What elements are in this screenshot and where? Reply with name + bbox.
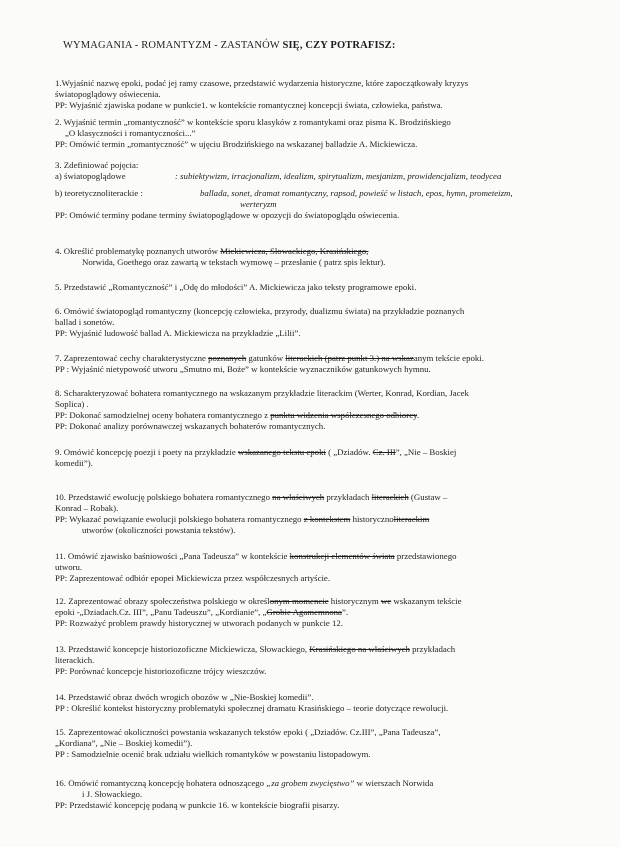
item-text: ballad i sonetów. [55, 316, 115, 327]
item-text-part: historycznym [328, 596, 381, 606]
item-text-part: PP: Wykazać powiązanie ewolucji polskiego bohatera romantycznego [55, 513, 304, 524]
item-text: 2. Wyjaśnić termin „romantyczność” w kontekście sporu klasyków z romantykami oraz pisma K. Brodzińskiego [55, 117, 451, 127]
requirement-3 [55, 160, 575, 221]
requirement-14 [55, 692, 575, 714]
item-text-part: 7. Zaprezentować cechy charakterystyczne [55, 353, 209, 363]
definition-row-b [55, 188, 575, 199]
item-text-part: w wierszach Norwida [354, 778, 434, 788]
item-text: światopoglądowy oświecenia. [55, 88, 161, 99]
requirement-10 [55, 492, 575, 536]
item-text [55, 596, 575, 607]
item-text [55, 644, 575, 655]
document-title [63, 40, 395, 51]
item-text: literackich. [55, 654, 95, 665]
item-text-part: historyczno [350, 513, 394, 524]
item-text-part: 13. Przedstawić koncepcje historiozoficzne Mickiewicza, Słowackiego, [55, 644, 310, 654]
requirement-4 [55, 246, 575, 268]
requirement-16 [55, 778, 575, 811]
item-pp: utworów (okoliczności powstania tekstów). [82, 524, 236, 535]
definition-values-cont: werteryzm [240, 198, 277, 209]
requirement-5 [55, 282, 575, 293]
requirement-1 [55, 78, 575, 111]
item-text: komedii”). [55, 457, 93, 468]
item-pp: PP : Określić kontekst historyczny problematyki społecznej dramatu Krasińskiego – teorie dotyczące rewolucji. [55, 702, 449, 713]
definition-values: : subiektywizm, irracjonalizm, idealizm, spirytualizm, mesjanizm, prowidencjalizm, teodycea [175, 170, 502, 181]
strikethrough-text: literackich [371, 492, 409, 502]
item-text [55, 607, 575, 618]
strikethrough-text: na właściwych [272, 492, 325, 502]
item-text-part: ”, „Nie – Boskiej [395, 447, 457, 457]
item-pp [55, 410, 575, 421]
item-text-part: przykładach [324, 492, 372, 502]
item-text-part: epoki -„Dziadach.Cz. III”, „Panu Tadeuszu”, „Kordianie”, „ [55, 606, 267, 617]
strikethrough-text: literackim [393, 513, 430, 524]
item-text-part: wskazanym tekście [391, 596, 462, 606]
strikethrough-text: Mickiewicza, Słowackiego, Krasińskiego, [220, 246, 369, 256]
strikethrough-text: we [380, 596, 392, 606]
item-text [55, 551, 575, 562]
item-text-part: . [416, 409, 420, 420]
item-text [55, 246, 575, 257]
item-text: „Kordiana”, „Nie – Boskiej komedii”). [55, 737, 193, 748]
strikethrough-text: Grobie Agamemnona [266, 606, 342, 617]
item-pp: PP : Samodzielnie ocenić brak udziału wielkich romantyków w powstaniu listopadowym. [55, 748, 371, 759]
strikethrough-text: Cz. III [372, 447, 396, 457]
requirement-15 [55, 727, 575, 760]
item-text-part: 4. Określić problematykę poznanych utworów [55, 246, 221, 256]
requirement-7 [55, 353, 575, 375]
item-text [55, 778, 575, 789]
item-text-part: anym tekście epoki. [413, 353, 484, 363]
item-text: 6. Omówić światopogląd romantyczny (koncepcję człowieka, przyrody, dualizmu świata) na przykładzie poznanych [55, 306, 465, 316]
item-text: 14. Przedstawić obraz dwóch wrogich obozów w „Nie-Boskiej komedii”. [55, 692, 314, 702]
definition-values: ballada, sonet, dramat romantyczny, rapsod, powieść w listach, epos, hymn, prometeizm, [200, 187, 513, 198]
item-text: Soplica) . [55, 398, 89, 409]
item-text: 8. Scharakteryzować bohatera romantycznego na wskazanym przykładzie literackim (Werter, Konrad, Kordian, Jacek [55, 388, 469, 398]
item-pp [55, 514, 575, 525]
item-text-part: PP: Dokonać samodzielnej oceny bohatera romantycznego z [55, 409, 271, 420]
strikethrough-text: onym momencie [269, 596, 329, 606]
item-pp: PP: Zaprezentować odbiór epopei Mickiewicza przez współczesnych artyście. [55, 572, 331, 583]
item-text-part: gatunków [246, 353, 286, 363]
item-pp: PP: Porównać koncepcje historiozoficzne trójcy wieszczów. [55, 665, 267, 676]
strikethrough-text: wskazanego tekstu epoki [237, 447, 326, 457]
requirement-6 [55, 306, 575, 339]
item-text-part: ( „Dziadów. [325, 447, 373, 457]
item-text-part: 9. Omówić koncepcję poezji i poety na przykładzie [55, 447, 238, 457]
item-text: Konrad – Robak). [55, 502, 119, 513]
item-text [55, 492, 575, 503]
item-text-part: 16. Omówić romantyczną koncepcję bohatera odnoszącego [55, 778, 267, 788]
requirement-11 [55, 551, 575, 584]
item-pp: PP: Przedstawić koncepcję podaną w punkcie 16. w kontekście biografii pisarzy. [55, 799, 340, 810]
item-pp: PP: Dokonać analizy porównawczej wskazanych bohaterów romantycznych. [55, 420, 326, 431]
item-text-part: przykładach [409, 644, 456, 654]
item-text [55, 447, 575, 458]
item-text: „O klasyczności i romantyczności...” [65, 127, 196, 138]
definition-row-a [55, 171, 575, 182]
item-pp: PP: Wyjaśnić zjawiska podane w punkcie1. w kontekście romantycznej koncepcji świata, człowieka, państwa. [55, 99, 443, 110]
quote-italic: „za grobem zwycięstwo” [266, 778, 355, 788]
requirement-12 [55, 596, 575, 629]
item-text: i J. Słowackiego. [82, 788, 143, 799]
item-text: 15. Zaprezentować okoliczności powstania wskazanych tekstów epoki ( „Dziadów. Cz.III”, „Pana Tadeusza”, [55, 727, 441, 737]
definition-term: a) światopoglądowe [55, 170, 126, 181]
definition-term: b) teoretycznoliterackie : [55, 187, 143, 198]
item-pp: PP: Omówić terminy podane terminy światopoglądowe w opozycji do światopoglądu oświecenia. [55, 209, 400, 220]
title-plain: WYMAGANIA - ROMANTYZM - ZASTANÓW [63, 40, 283, 51]
strikethrough-text: z kontekstem [303, 513, 351, 524]
strikethrough-text: literackich (patrz punkt 3.) na wskaz [285, 353, 414, 363]
item-text: 3. Zdefiniować pojęcia: [55, 160, 139, 170]
requirement-13 [55, 644, 575, 677]
item-text [55, 353, 575, 364]
strikethrough-text: Krasińskiego na właściwych [309, 644, 410, 654]
item-text: 5. Przedstawić „Romantyczność” i „Odę do młodości” A. Mickiewicza jako teksty programowe epoki. [55, 282, 417, 292]
strikethrough-text: punktu widzenia współczesnego odbiorcy [270, 409, 417, 420]
item-text: utworu. [55, 561, 83, 572]
item-text-part: 12. Zaprezentować obrazy społeczeństwa polskiego w określ [55, 596, 270, 606]
item-text-part: (Gustaw – [408, 492, 448, 502]
item-text-part: przedstawionego [394, 551, 457, 561]
item-pp: PP: Wyjaśnić ludowość ballad A. Mickiewicza na przykładzie „Lilii”. [55, 327, 301, 338]
item-text-part: 10. Przedstawić ewolucję polskiego bohatera romantycznego [55, 492, 273, 502]
requirement-8 [55, 388, 575, 432]
item-text: Norwida, Goethego oraz zawartą w tekstach wymowę – przesłanie ( patrz spis lektur). [82, 256, 386, 267]
title-bold: SIĘ, CZY POTRAFISZ: [282, 40, 396, 51]
strikethrough-text: poznanych [208, 353, 247, 363]
item-pp: PP: Rozważyć problem prawdy historycznej w utworach podanych w punkcie 12. [55, 617, 344, 628]
item-pp: PP : Wyjaśnić nietypowość utworu „Smutno mi, Boże” w kontekście wyznaczników gatunkowych hymnu. [55, 363, 431, 374]
item-pp: PP: Omówić termin „romantyczność” w ujęciu Brodzińskiego na wskazanej balladzie A. Mickiewicza. [55, 138, 418, 149]
item-text-part: 11. Omówić zjawisko baśniowości „Pana Tadeusza” w kontekście [55, 551, 290, 561]
requirement-9 [55, 447, 575, 469]
requirement-2 [55, 117, 575, 150]
strikethrough-text: konstrukcji elementów świata [289, 551, 395, 561]
item-text: 1.Wyjaśnić nazwę epoki, podać jej ramy czasowe, przedstawić wydarzenia historyczne, które zapoczątkowały kryzys [55, 78, 469, 88]
item-text-part: ”. [341, 606, 349, 617]
